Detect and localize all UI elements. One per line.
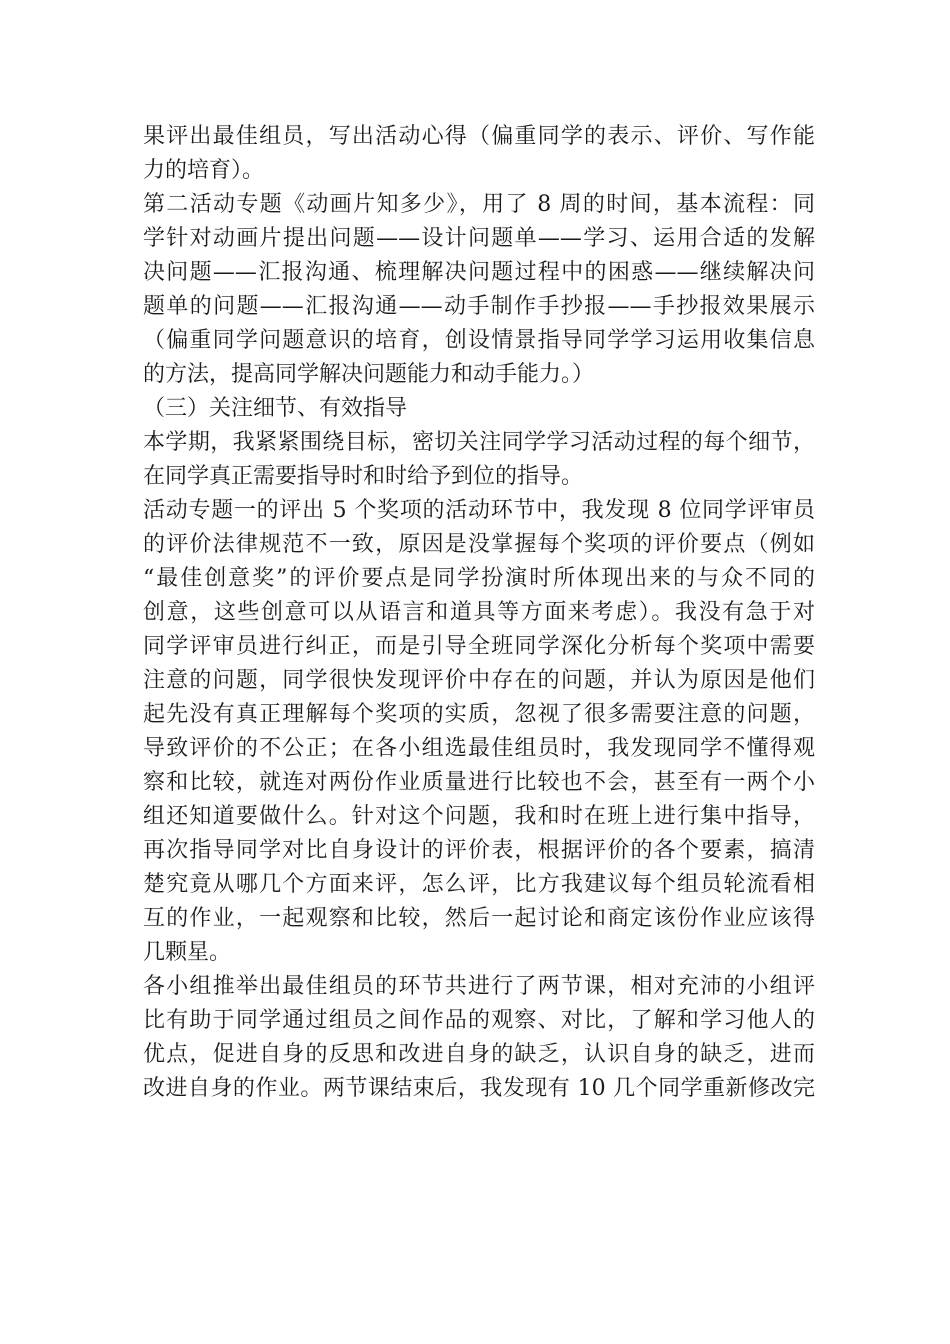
text-line: 题单的问题——汇报沟通——动手制作手抄报——手抄报效果展示 (143, 294, 815, 319)
text-line: 比有助于同学通过组员之间作品的观察、对比，了解和学习他人的 (143, 1008, 815, 1033)
text-line: 活动专题一的评出 5 个奖项的活动环节中，我发现 8 位同学评审员 (143, 498, 815, 523)
text-line: （偏重同学问题意识的培育，创设情景指导同学学习运用收集信息 (143, 328, 815, 353)
text-line: 组还知道要做什么。针对这个问题，我和时在班上进行集中指导， (143, 804, 815, 829)
text-line: 导致评价的不公正；在各小组选最佳组员时，我发现同学不懂得观 (143, 736, 815, 761)
text-line: 学针对动画片提出问题——设计问题单——学习、运用合适的发解 (143, 226, 815, 251)
text-line: 各小组推举出最佳组员的环节共进行了两节课，相对充沛的小组评 (143, 974, 815, 999)
text-line: 再次指导同学对比自身设计的评价表，根据评价的各个要素，搞清 (143, 838, 815, 863)
text-line: “最佳创意奖”的评价要点是同学扮演时所体现出来的与众不同的 (143, 566, 815, 591)
text-line: 本学期，我紧紧围绕目标，密切关注同学学习活动过程的每个细节， (143, 430, 815, 455)
text-line: 创意，这些创意可以从语言和道具等方面来考虑）。我没有急于对 (143, 600, 815, 625)
text-line: 优点，促进自身的反思和改进自身的缺乏，认识自身的缺乏，进而 (143, 1042, 815, 1067)
text-line: 察和比较，就连对两份作业质量进行比较也不会，甚至有一两个小 (143, 770, 815, 795)
text-line: 果评出最佳组员，写出活动心得（偏重同学的表示、评价、写作能 (143, 124, 815, 149)
text-line: 在同学真正需要指导时和时给予到位的指导。 (143, 464, 584, 489)
text-line: 第二活动专题《动画片知多少》，用了 8 周的时间，基本流程：同 (143, 192, 815, 217)
text-line: 决问题——汇报沟通、梳理解决问题过程中的困惑——继续解决问 (143, 260, 815, 285)
text-line: 同学评审员进行纠正，而是引导全班同学深化分析每个奖项中需要 (143, 634, 815, 659)
text-line: 互的作业，一起观察和比较，然后一起讨论和商定该份作业应该得 (143, 906, 815, 931)
text-line: 楚究竟从哪几个方面来评，怎么评，比方我建议每个组员轮流看相 (143, 872, 815, 897)
document-body (143, 120, 815, 1106)
text-line: （三）关注细节、有效指导 (143, 396, 408, 421)
text-line: 力的培育）。 (143, 158, 265, 183)
text-line: 注意的问题，同学很快发现评价中存在的问题，并认为原因是他们 (143, 668, 815, 693)
text-line: 改进自身的作业。两节课结束后，我发现有 10 几个同学重新修改完 (143, 1076, 815, 1101)
text-line: 的方法，提高同学解决问题能力和动手能力。） (143, 362, 595, 387)
text-line: 起先没有真正理解每个奖项的实质，忽视了很多需要注意的问题， (143, 702, 815, 727)
text-line: 的评价法律规范不一致，原因是没掌握每个奖项的评价要点（例如 (143, 532, 815, 557)
text-line: 几颗星。 (143, 940, 232, 965)
